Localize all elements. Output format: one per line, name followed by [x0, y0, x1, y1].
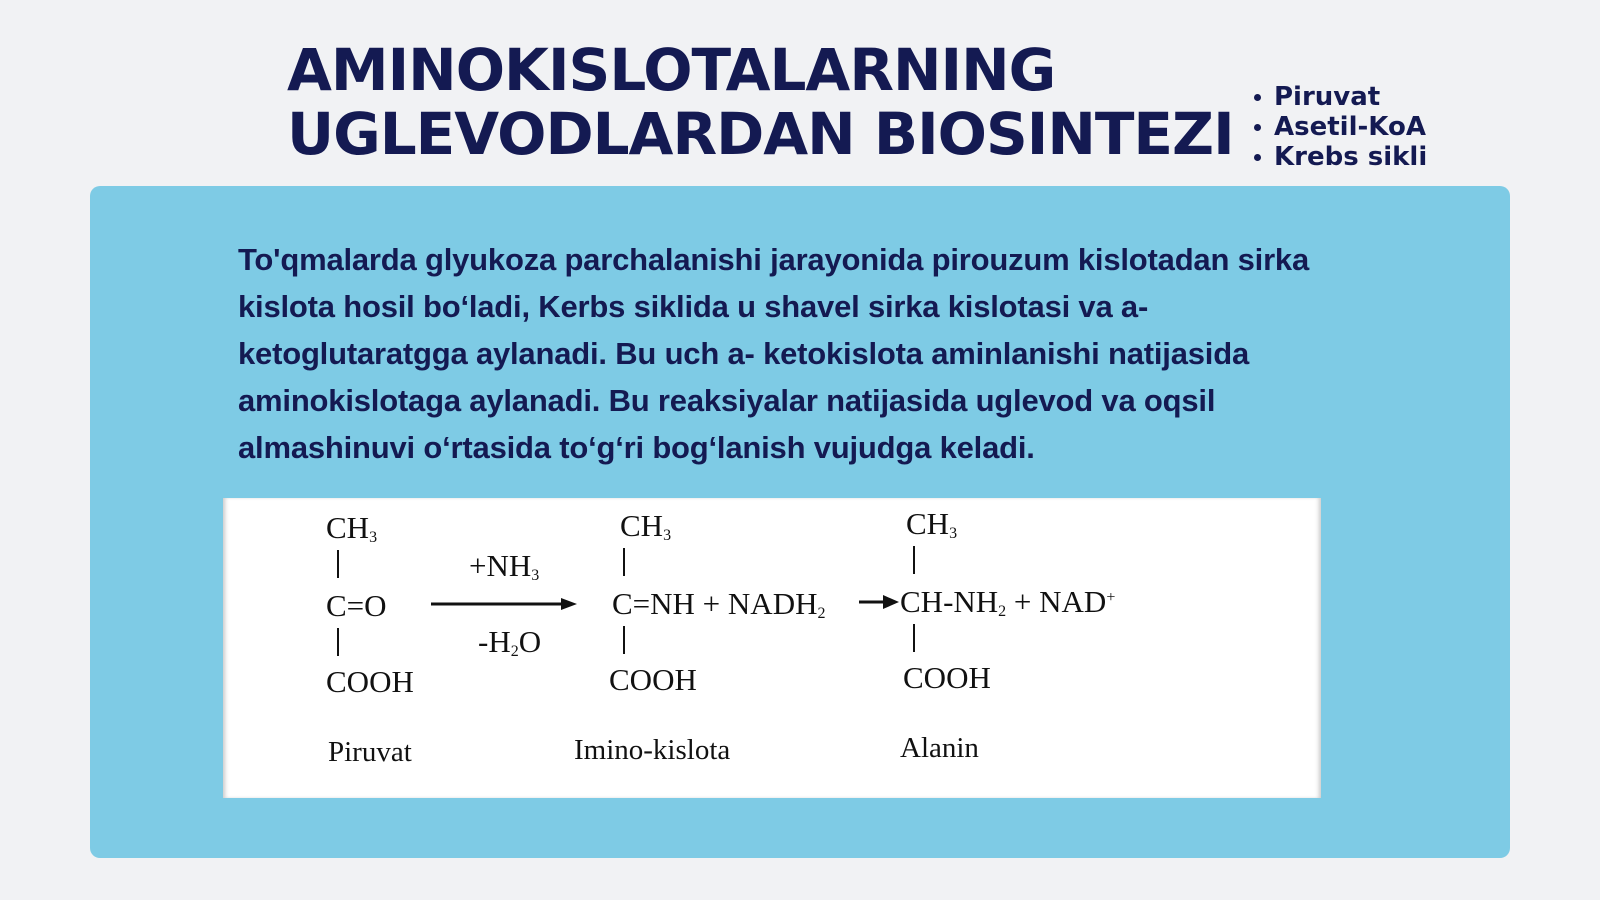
reaction-diagram	[223, 498, 1321, 798]
bond-line	[337, 550, 339, 578]
piruvat-carbonyl: C=O	[326, 588, 387, 623]
piruvat-cooh: COOH	[326, 664, 414, 699]
bullet-item: Piruvat	[1274, 82, 1427, 112]
imino-middle: $C=NH + NADH_2$	[612, 586, 826, 622]
bond-line	[623, 548, 625, 576]
imino-label: Imino-kislota	[574, 734, 731, 766]
imino-cooh: COOH	[609, 662, 697, 697]
byproduct-water: $-H_2O$	[478, 624, 542, 660]
slide-title	[287, 38, 1234, 166]
reaction-arrow-icon	[431, 596, 579, 612]
bullet-item: Krebs sikli	[1274, 142, 1428, 172]
title-line-1: AMINOKISLOTALARNING	[287, 36, 1056, 104]
reagent-ammonia: $+NH_3$	[469, 548, 540, 584]
piruvat-ch3: $CH_3$	[326, 510, 378, 546]
alanin-ch3: $CH_3$	[906, 506, 958, 542]
bond-line	[913, 624, 915, 652]
piruvat-label: Piruvat	[328, 736, 412, 768]
alanin-cooh: COOH	[903, 660, 991, 695]
imino-ch3: $CH_3$	[620, 508, 672, 544]
bond-line	[913, 546, 915, 574]
title-line-2: UGLEVODLARDAN BIOSINTEZI	[287, 100, 1234, 168]
alanin-label: Alanin	[900, 732, 979, 764]
topic-bullet-list	[1274, 82, 1427, 172]
reaction-arrow-icon	[859, 594, 901, 610]
bullet-item: Asetil-KoA	[1274, 112, 1426, 142]
body-paragraph: To'qmalarda glyukoza parchalanishi jarayonida pirouzum kislotadan sirka kislota hosil bo‘ladi, Kerbs siklida u shavel sirka kislotasi va a-ketoglutaratgga aylanadi. Bu uch a- ketokislota aminlanishi natijasida aminokislotaga aylanadi. Bu reaksiyalar natijasida uglevod va oqsil almashinuvi o‘rtasida to‘g‘ri bog‘lanish vujudga keladi.	[238, 242, 1310, 465]
alanin-middle: $CH-NH_2 + NAD^+$	[900, 584, 1116, 620]
bond-line	[623, 626, 625, 654]
bond-line	[337, 628, 339, 656]
